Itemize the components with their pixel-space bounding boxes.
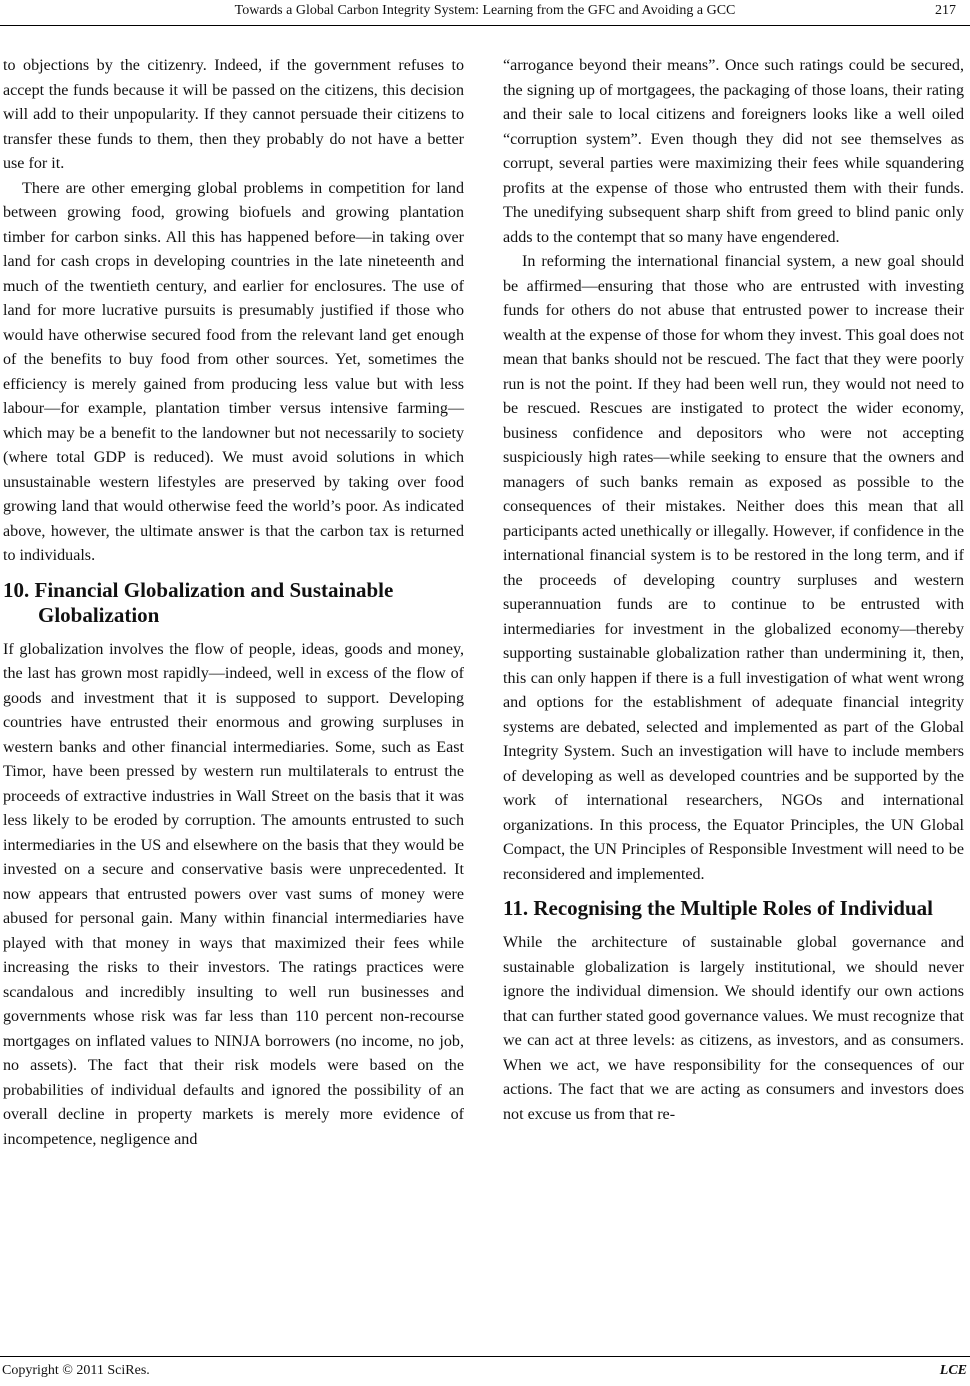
paragraph: “arrogance beyond their means”. Once such ratings could be secured, the signing up of mortgagees, the packaging of those loans, their rating and their sale to local citizens and foreigners looks like a well oiled “corruption system”. Even though they did not see themselves as corrupt, several parties were maximizing their fees while squandering profits at the expense of those who entrusted them with their funds. The unedifying subsequent sharp shift from greed to blind panic only adds to the contempt that so many have engendered. xyxy=(503,57,964,246)
paragraph: There are other emerging global problems in competition for land between growing food, growing biofuels and growing plantation timber for carbon sinks. All this has happened before—in taking over land for cash crops in developing countries in the late nineteenth and much of the twentieth century, and earlier for enclosures. The use of land for more lucrative pursuits is presumably justified if those who would have otherwise secured food from the relevant land get enough of the benefits to buy food from other sources. Yet, sometimes the efficiency is merely gained from producing less value but with less labour—for example, plantation timber versus intensive farming—which may be a benefit to the landowner but not necessarily to society (where total GDP is reduced). We must avoid solutions in which unsustainable western lifestyles are preserved by taking over food growing land that would otherwise feed the world’s poor. As indicated above, however, the ultimate answer is that the carbon tax is returned to individuals. xyxy=(3,179,464,564)
section-heading: 11. Recognising the Multiple Roles of Individual xyxy=(503,896,933,920)
copyright-notice: Copyright © 2011 SciRes. xyxy=(2,1363,150,1378)
paragraph: If globalization involves the flow of people, ideas, goods and money, the last has grown most rapidly—indeed, well in excess of the flow of goods and investment that it is supposed to support. Developing countries have entrusted their enormous and growing surpluses in western banks and other financial intermediaries. Some, such as East Timor, have been pressed by western run multilaterals to entrust the proceeds of extractive industries in Wall Street on the basis that it was less likely to be eroded by corruption. The amounts entrusted to such intermediaries in the US and elsewhere on the basis that they would be invested on a secure and conservative basis were unprecedented. It now appears that entrusted powers over vast sums of money were abused for personal gain. Many within financial intermediaries have played with that money in ways that maximized their fees while increasing the risks to their investors. The ratings practices were scandalous and incredibly insulting to well run businesses and governments whose risk was far less than 110 percent non-recourse mortgages on inflated values to NINJA borrowers (no income, no job, no assets). The fact that their risk models were based on the probabilities of individual defaults and ignored the possibility of an overall decline in property markets is merely more evidence of incompetence, negligence and xyxy=(3,640,464,1148)
paragraph: to objections by the citizenry. Indeed, if the government refuses to accept the funds because it will be passed on the citizens, this decision will add to their unpopularity. If they cannot persuade their citizens to transfer these funds to them, then they probably do not have a better use for it. xyxy=(3,57,464,172)
running-header xyxy=(0,0,970,28)
journal-abbreviation: LCE xyxy=(939,1363,967,1378)
right-column xyxy=(503,54,964,1127)
header-rule xyxy=(0,25,970,26)
section-heading: 10. Financial Globalization and Sustainable Globalization xyxy=(3,577,394,627)
left-column xyxy=(3,54,464,1152)
running-title: Towards a Global Carbon Integrity System: Learning from the GFC and Avoiding a GCC xyxy=(234,3,736,18)
paragraph: While the architecture of sustainable global governance and sustainable globalization is largely institutional, we should never ignore the individual dimension. We should identify our own actions that can further stated good governance values. We must recognize that we can act at three levels: as citizens, as investors, and as consumers. When we act, we have responsibility for the consequences of our actions. The fact that we are acting as consumers and investors does not excuse us from that re- xyxy=(503,934,964,1123)
footer-rule xyxy=(0,1356,970,1357)
paragraph: In reforming the international financial system, a new goal should be affirmed—ensuring that those who are entrusted with investing funds for others do not abuse that entrusted power to increase their wealth at the expense of those for whom they invest. This goal does not mean that banks should not be rescued. The fact that they were poorly run is not the point. If they had been well run, they would not need to be rescued. Rescues are instigated to protect the wider economy, business confidence and depositors who were not accepting suspiciously high rates—while seeking to ensure that the owners and managers of such banks remain as exposed as possible to the consequences of their mistakes. Neither does this mean that all participants acted unethically or illegally. However, if confidence in the international financial system is to be restored in the long term, and if the proceeds of developing country surpluses and western superannuation funds are to continue to be entrusted with intermediaries for investment in the globalized economy—thereby supporting sustainable globalization rather than undermining it, then, this can only happen if there is a full investigation of what went wrong and options for the establishment of adequate financial integrity systems are debated, selected and implemented as part of the Global Integrity System. Such an investigation will have to include members of developing as well as developed countries and be supported by the work of international researchers, NGOs and international organizations. In this process, the Equator Principles, the UN Global Compact, the UN Principles of Responsible Investment will need to be reconsidered and implemented. xyxy=(503,253,964,883)
page-number: 217 xyxy=(935,3,956,18)
